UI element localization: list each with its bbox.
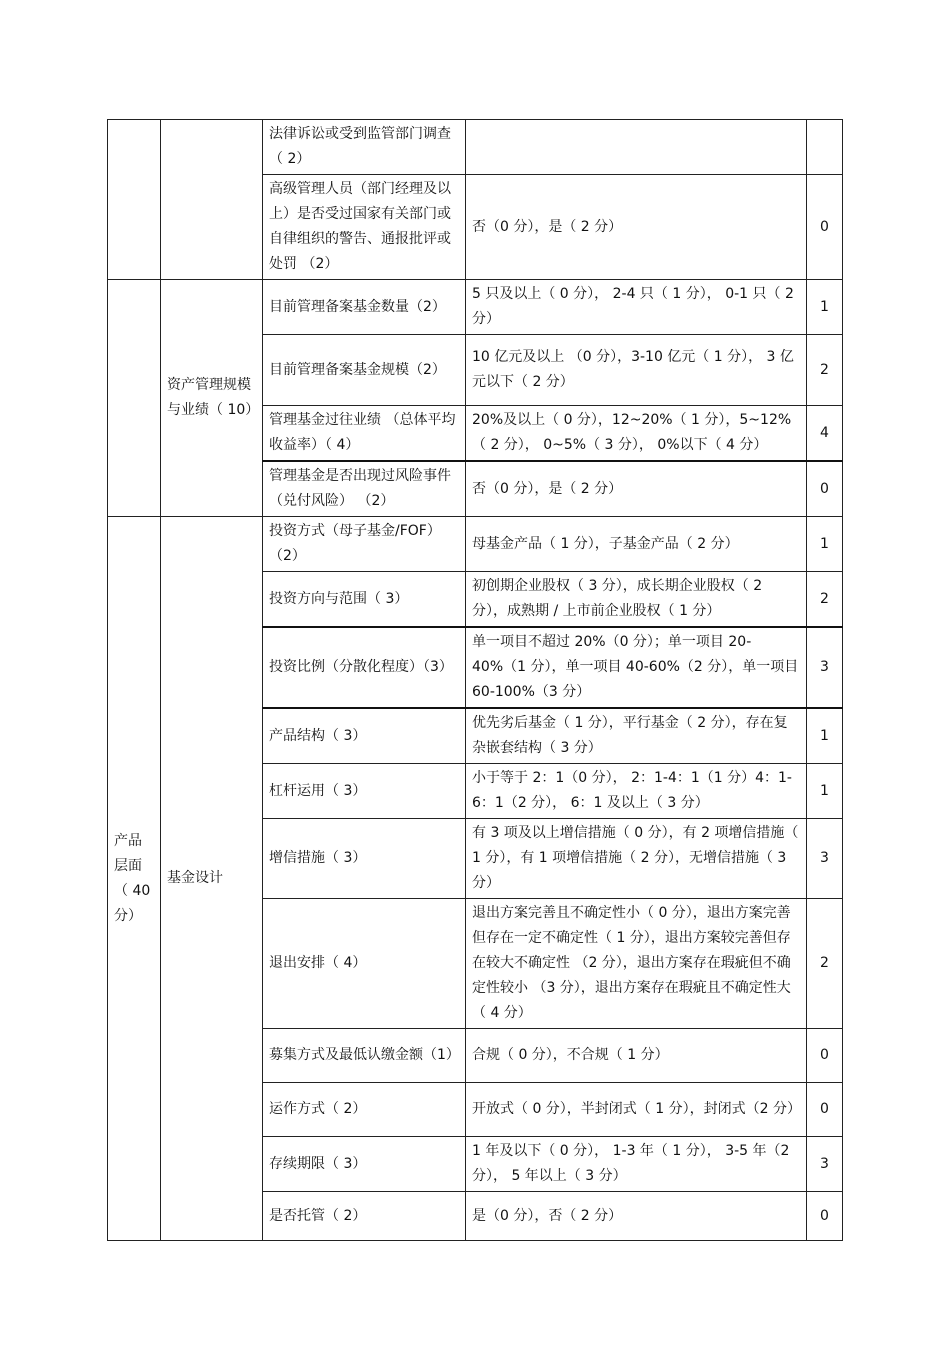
item-cell: 投资比例（分散化程度）（3） (263, 627, 466, 708)
table-row (108, 517, 843, 572)
level-product: 产品层面（ 40 分） (108, 517, 161, 1241)
category-cell-top (161, 120, 263, 280)
item-cell: 管理基金是否出现过风险事件（兑付风险） （2） (263, 461, 466, 517)
criteria-cell: 小于等于 2：1（0 分）， 2：1-4：1（1 分）4：1-6：1（2 分）， 6：1 及以上（ 3 分） (466, 764, 807, 819)
score-cell: 0 (807, 1192, 843, 1241)
score-cell: 1 (807, 708, 843, 764)
score-cell: 4 (807, 406, 843, 462)
criteria-cell: 1 年及以下（ 0 分）， 1-3 年（ 1 分）， 3-5 年（2 分）， 5 年以上（ 3 分） (466, 1137, 807, 1192)
category-asset-scale: 资产管理规模与业绩（ 10） (161, 280, 263, 517)
item-cell: 高级管理人员（部门经理及以上）是否受过国家有关部门或自律组织的警告、通报批评或处罚 （2） (263, 175, 466, 280)
item-cell: 杠杆运用（ 3） (263, 764, 466, 819)
criteria-cell: 单一项目不超过 20%（0 分）；单一项目 20-40%（1 分），单一项目 40-60%（2 分），单一项目 60-100%（3 分） (466, 627, 807, 708)
criteria-cell (466, 120, 807, 175)
table-row (108, 280, 843, 335)
criteria-cell: 母基金产品（ 1 分），子基金产品（ 2 分） (466, 517, 807, 572)
criteria-cell: 优先劣后基金（ 1 分），平行基金（ 2 分），存在复杂嵌套结构（ 3 分） (466, 708, 807, 764)
item-cell: 管理基金过往业绩 （总体平均收益率）（ 4） (263, 406, 466, 462)
criteria-cell: 初创期企业股权（ 3 分），成长期企业股权（ 2 分），成熟期 / 上市前企业股权（ 1 分） (466, 572, 807, 628)
score-cell: 0 (807, 1083, 843, 1137)
item-cell: 增信措施（ 3） (263, 819, 466, 899)
item-cell: 投资方式（母子基金/FOF）（2） (263, 517, 466, 572)
criteria-cell: 是（0 分），否（ 2 分） (466, 1192, 807, 1241)
score-cell: 0 (807, 461, 843, 517)
criteria-cell: 开放式（ 0 分），半封闭式（ 1 分），封闭式（2 分） (466, 1083, 807, 1137)
item-cell: 退出安排（ 4） (263, 899, 466, 1029)
score-cell: 1 (807, 280, 843, 335)
item-cell: 产品结构（ 3） (263, 708, 466, 764)
criteria-cell: 否（0 分），是（ 2 分） (466, 175, 807, 280)
score-cell: 3 (807, 1137, 843, 1192)
score-cell: 2 (807, 335, 843, 406)
table-row (108, 120, 843, 175)
criteria-cell: 退出方案完善且不确定性小（ 0 分），退出方案完善但存在一定不确定性（ 1 分），退出方案较完善但存在较大不确定性 （2 分），退出方案存在瑕疵但不确定性较小 （3 分），退出方案存在瑕疵且不确定性大（ 4 分） (466, 899, 807, 1029)
score-cell: 1 (807, 517, 843, 572)
score-cell: 2 (807, 572, 843, 628)
category-fund-design: 基金设计 (161, 517, 263, 1241)
criteria-cell: 有 3 项及以上增信措施（ 0 分），有 2 项增信措施（ 1 分），有 1 项增信措施（ 2 分），无增信措施（ 3 分） (466, 819, 807, 899)
score-cell: 0 (807, 1029, 843, 1083)
criteria-cell: 否（0 分），是（ 2 分） (466, 461, 807, 517)
item-cell: 法律诉讼或受到监管部门调查（ 2） (263, 120, 466, 175)
item-cell: 是否托管（ 2） (263, 1192, 466, 1241)
score-cell: 3 (807, 627, 843, 708)
criteria-cell: 5 只及以上（ 0 分）， 2-4 只（ 1 分）， 0-1 只（ 2 分） (466, 280, 807, 335)
item-cell: 目前管理备案基金规模（2） (263, 335, 466, 406)
score-cell: 1 (807, 764, 843, 819)
item-cell: 目前管理备案基金数量（2） (263, 280, 466, 335)
item-cell: 募集方式及最低认缴金额（1） (263, 1029, 466, 1083)
item-cell: 存续期限（ 3） (263, 1137, 466, 1192)
score-cell: 2 (807, 899, 843, 1029)
score-cell: 0 (807, 175, 843, 280)
criteria-cell: 合规（ 0 分），不合规（ 1 分） (466, 1029, 807, 1083)
item-cell: 投资方向与范围（ 3） (263, 572, 466, 628)
criteria-cell: 20%及以上（ 0 分），12~20%（ 1 分），5~12%（ 2 分）， 0~5%（ 3 分）， 0%以下（ 4 分） (466, 406, 807, 462)
score-cell: 3 (807, 819, 843, 899)
criteria-cell: 10 亿元及以上 （0 分），3-10 亿元（ 1 分）， 3 亿元以下（ 2 分） (466, 335, 807, 406)
score-cell (807, 120, 843, 175)
item-cell: 运作方式（ 2） (263, 1083, 466, 1137)
level-cell-top (108, 120, 161, 280)
level-cell-empty (108, 280, 161, 517)
scoring-table (107, 119, 843, 1241)
